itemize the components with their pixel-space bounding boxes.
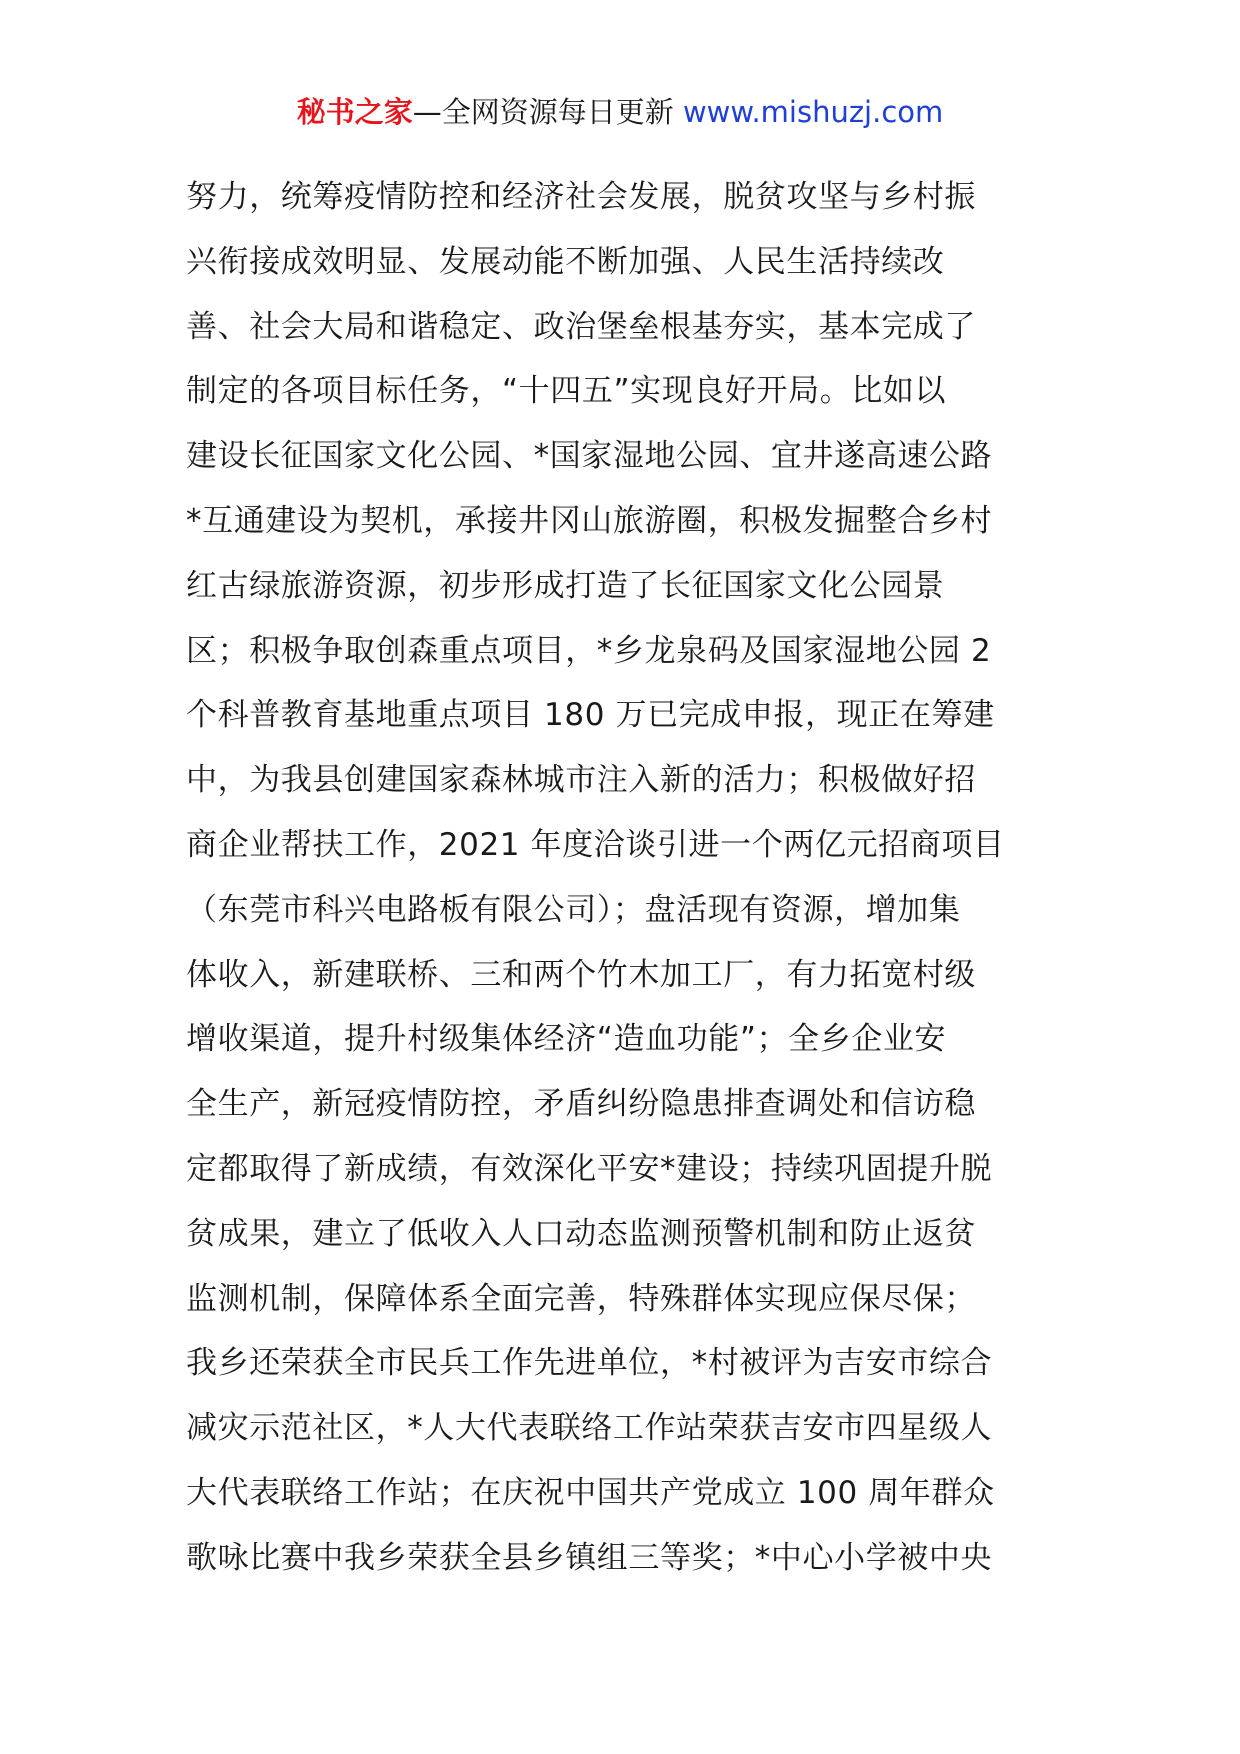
body-line: 商企业帮扶工作，2021 年度洽谈引进一个两亿元招商项目	[186, 826, 1005, 863]
body-line: 努力，统筹疫情防控和经济社会发展，脱贫攻坚与乡村振	[186, 179, 976, 215]
body-line: 中，为我县创建国家森林城市注入新的活力；积极做好招	[186, 762, 976, 799]
body-line: 监测机制，保障体系全面完善，特殊群体实现应保尽保；	[186, 1280, 976, 1317]
body-line: 增收渠道，提升村级集体经济“造血功能”；全乡企业安	[186, 1021, 947, 1058]
body-line: 区；积极争取创森重点项目，*乡龙泉码及国家湿地公园 2	[186, 632, 992, 669]
body-line: 兴衔接成效明显、发展动能不断加强、人民生活持续改	[186, 243, 945, 280]
body-line: 制定的各项目标任务，“十四五”实现良好开局。比如以	[186, 373, 947, 410]
body-line: 全生产，新冠疫情防控，矛盾纠纷隐患排查调处和信访稳	[186, 1086, 976, 1123]
site-header	[0, 92, 1240, 132]
body-line: 贫成果，建立了低收入人口动态监测预警机制和防止返贫	[186, 1215, 976, 1252]
body-line: 建设长征国家文化公园、*国家湿地公园、宜井遂高速公路	[186, 438, 993, 475]
body-line: 定都取得了新成绩，有效深化平安*建设；持续巩固提升脱	[186, 1150, 993, 1187]
body-line: 善、社会大局和谐稳定、政治堡垒根基夯实，基本完成了	[186, 308, 976, 345]
body-line: 大代表联络工作站；在庆祝中国共产党成立 100 周年群众	[186, 1474, 995, 1511]
site-url-link[interactable]: www.mishuzj.com	[682, 95, 944, 129]
body-line: 红古绿旅游资源，初步形成打造了长征国家文化公园景	[186, 567, 945, 604]
body-line: （东莞市科兴电路板有限公司）；盘活现有资源，增加集	[186, 891, 961, 928]
document-body	[186, 165, 1056, 1591]
body-line: 减灾示范社区，*人大代表联络工作站荣获吉安市四星级人	[186, 1410, 993, 1447]
body-line: *互通建设为契机，承接井冈山旅游圈，积极发掘整合乡村	[186, 502, 993, 539]
body-line: 歌咏比赛中我乡荣获全县乡镇组三等奖；*中心小学被中央	[186, 1539, 993, 1576]
brand-name: 秘书之家	[296, 95, 413, 129]
body-line: 体收入，新建联桥、三和两个竹木加工厂，有力拓宽村级	[186, 956, 976, 993]
body-line: 我乡还荣获全市民兵工作先进单位，*村被评为吉安市综合	[186, 1345, 993, 1382]
body-line: 个科普教育基地重点项目 180 万已完成申报，现正在筹建	[186, 697, 995, 734]
site-tagline: —全网资源每日更新	[412, 95, 683, 129]
